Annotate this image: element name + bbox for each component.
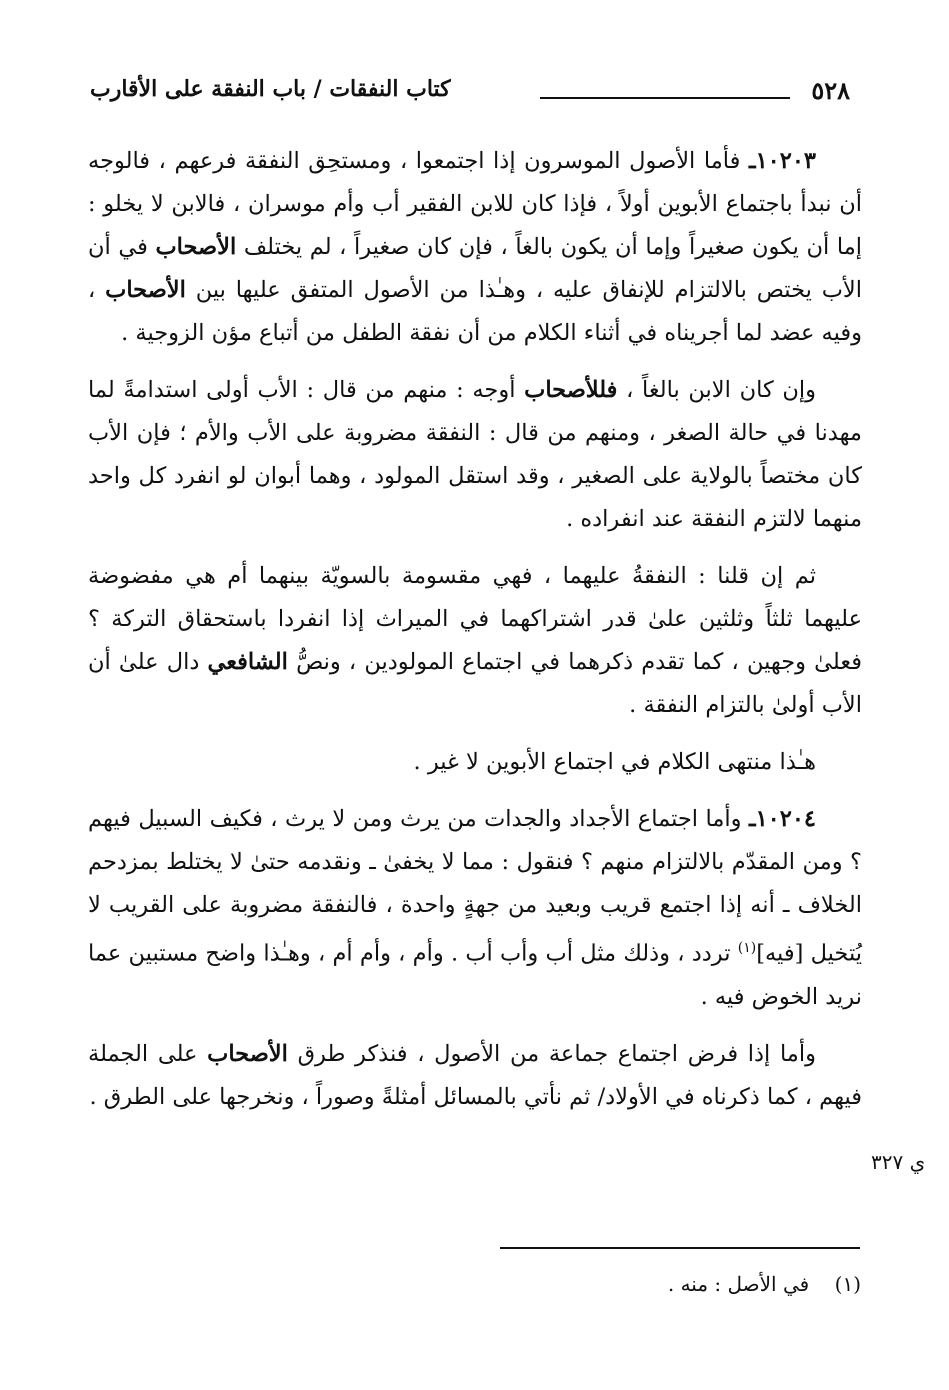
- text-segment: ثم إن قلنا : النفقةُ عليهما ، فهي مقسومة بالسويّة بينهما أم هي مفضوضة عليهما ثلثاً وثلثين علىٰ قدر اشتراكهما في الميراث إذا انفردا باستحقاق التركة ؟ فعلىٰ وجهين ، كما تقدم ذكرهما في اجتماع المولودين ، ونصُّ: [88, 563, 862, 675]
- header-title: كتاب النفقات / باب النفقة على الأقارب: [90, 76, 451, 102]
- footnote-text: في الأصل : منه .: [667, 1272, 810, 1296]
- text-segment: تردد ، وذلك مثل أب وأب أب . وأم ، وأم أم ، وهـٰذا واضح مستبين عما نريد الخوض فيه .: [88, 940, 862, 1010]
- text-segment: هـٰذا منتهى الكلام في اجتماع الأبوين لا غير .: [413, 749, 816, 775]
- footnote-rule: [500, 1247, 860, 1249]
- text-segment: وأما إذا فرض اجتماع جماعة من الأصول ، فنذكر طرق: [287, 1040, 816, 1067]
- paragraph: [88, 798, 862, 1019]
- footnote-ref: (١): [737, 940, 757, 956]
- paragraph: [88, 369, 862, 541]
- text-segment: وإن كان الابن بالغاً ،: [617, 377, 816, 403]
- margin-note: ي ٣٢٧: [871, 1150, 926, 1174]
- bold-term: الأصحاب: [105, 277, 186, 303]
- text-segment: على الجملة فيهم ، كما ذكرناه في الأولاد/ ثم نأتي بالمسائل أمثلةً وصوراً ، ونخرجها على الطرق .: [88, 1040, 862, 1110]
- bold-term: الشافعي: [207, 649, 288, 675]
- footnote-marker: (١): [834, 1272, 861, 1296]
- paragraph: [88, 140, 862, 355]
- bold-term: فللأصحاب: [524, 377, 618, 403]
- paragraph: [88, 1033, 862, 1119]
- text-segment: أوجه : منهم من قال : الأب أولى استدامةً لما مهدنا في حالة الصغر ، ومنهم من قال : النفقة مضروبة على الأب والأم ؛ فإن الأب كان مختصاً بالولاية على الصغير ، وقد استقل المولود ، وهما أبوان لو انفرد كل واحد منهما لالتزم النفقة عند انفراده .: [88, 377, 862, 532]
- paragraph-number: ١٠٢٠٤ـ: [748, 806, 816, 832]
- paragraph: [88, 555, 862, 727]
- text-segment: وأما اجتماع الأجداد والجدات من يرث ومن لا يرث ، فكيف السبيل فيهم ؟ ومن المقدّم بالالتزام منهم ؟ فنقول : مما لا يخفىٰ ـ ونقدمه حتىٰ لا يختلط بمزدحم الخلاف ـ أنه إذا اجتمع قريب وبعيد من جهةٍ واحدة ، فالنفقة مضروبة على القريب لا يُتخيل [فيه]: [88, 806, 862, 967]
- text-segment: دال علىٰ أن الأب أولىٰ بالتزام النفقة .: [88, 649, 862, 718]
- text-segment: فأما الأصول الموسرون إذا اجتمعوا ، ومستحِق النفقة فرعهم ، فالوجه أن نبدأ باجتماع الأبوين أولاً ، فإذا كان للابن الفقير أب وأم موسران ، فالابن لا يخلو : إما أن يكون صغيراً وإما أن يكون بالغاً ، فإن كان صغيراً ، لم يختلف: [88, 148, 862, 260]
- paragraph: [88, 741, 862, 784]
- body-text: [88, 140, 862, 1133]
- text-segment: في أن الأب يختص بالالتزام للإنفاق عليه ، وهـٰذا من الأصول المتفق عليها بين: [88, 234, 862, 303]
- paragraph-number: ١٠٢٠٣ـ: [748, 148, 816, 174]
- page-header: [90, 76, 850, 116]
- bold-term: الأصحاب: [207, 1040, 288, 1067]
- page-number: ٥٢٨: [811, 76, 850, 105]
- header-rule: [540, 97, 790, 99]
- bold-term: الأصحاب: [155, 234, 237, 260]
- footnote: [261, 1272, 861, 1296]
- text-segment: ، وفيه عضد لما أجريناه في أثناء الكلام من أن نفقة الطفل من أتباع مؤن الزوجية .: [88, 277, 862, 346]
